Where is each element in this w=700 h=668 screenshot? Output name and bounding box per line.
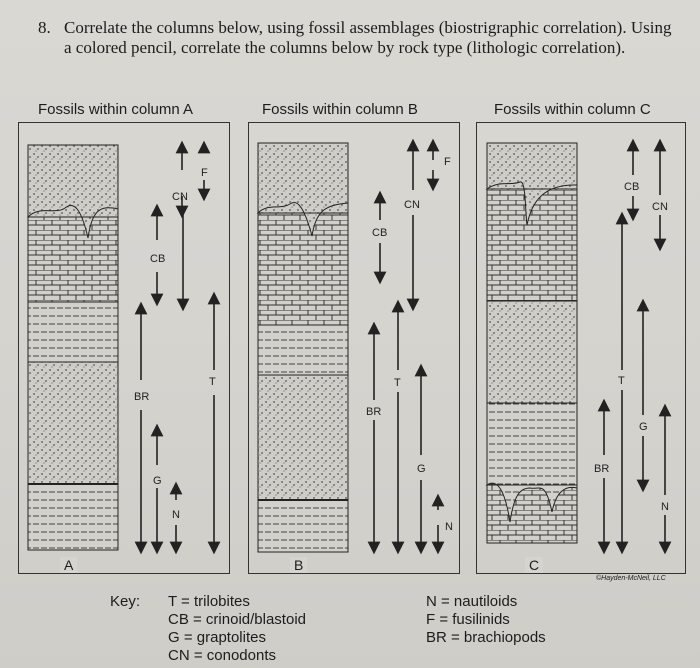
column-a-label-br: BR — [134, 391, 150, 403]
column-c-label-g: G — [639, 421, 648, 433]
column-b-label-cn: CN — [404, 199, 420, 211]
column-a-label-n: N — [172, 509, 180, 521]
column-b-label-br: BR — [366, 406, 382, 418]
column-b-label-cb: CB — [372, 227, 388, 239]
key-item: CB = crinoid/blastoid — [168, 611, 306, 628]
column-a-label-cn: CN — [172, 191, 188, 203]
column-a-label-cb: CB — [150, 253, 166, 265]
key-item: N = nautiloids — [426, 593, 518, 610]
column-c-label-n: N — [661, 501, 669, 513]
column-b-title: Fossils within column B — [262, 101, 418, 118]
column-a-title: Fossils within column A — [38, 101, 194, 118]
key-item: CN = conodonts — [168, 647, 276, 664]
question-number: 8. — [38, 18, 51, 37]
column-b-label-n: N — [445, 521, 453, 533]
key-right-list — [426, 593, 546, 647]
column-a-label-t: T — [209, 376, 216, 388]
column-a-label-g: G — [153, 475, 162, 487]
column-b-label-g: G — [417, 463, 426, 475]
question-text: Correlate the columns below, using fossil assemblages (biostrigraphic correlation). Using a colored pencil, correlate the columns below by rock type (lithologic correlation). — [64, 18, 672, 57]
column-c-strata — [487, 143, 577, 543]
key-item: F = fusilinids — [426, 611, 510, 628]
copyright: ©Hayden-McNeil, LLC — [596, 575, 666, 582]
column-c-label-cb: CB — [624, 181, 640, 193]
key-item: T = trilobites — [168, 593, 250, 610]
key-left-list — [168, 593, 306, 665]
column-b-label-t: T — [394, 377, 401, 389]
column-b-label-f: F — [444, 156, 451, 168]
column-c-label-br: BR — [594, 463, 610, 475]
key-item: BR = brachiopods — [426, 629, 546, 646]
column-a-letter: A — [60, 557, 77, 573]
column-c-letter: C — [525, 557, 543, 573]
column-a-strata — [28, 145, 118, 550]
column-c-label-t: T — [618, 375, 625, 387]
column-c-title: Fossils within column C — [494, 101, 651, 118]
column-c-label-cn: CN — [652, 201, 668, 213]
column-b-letter: B — [290, 557, 307, 573]
column-a-label-f: F — [201, 167, 208, 179]
column-a-ranges — [141, 147, 214, 548]
key-label: Key: — [110, 593, 141, 610]
column-b-strata — [258, 143, 348, 552]
key-item: G = graptolites — [168, 629, 266, 646]
